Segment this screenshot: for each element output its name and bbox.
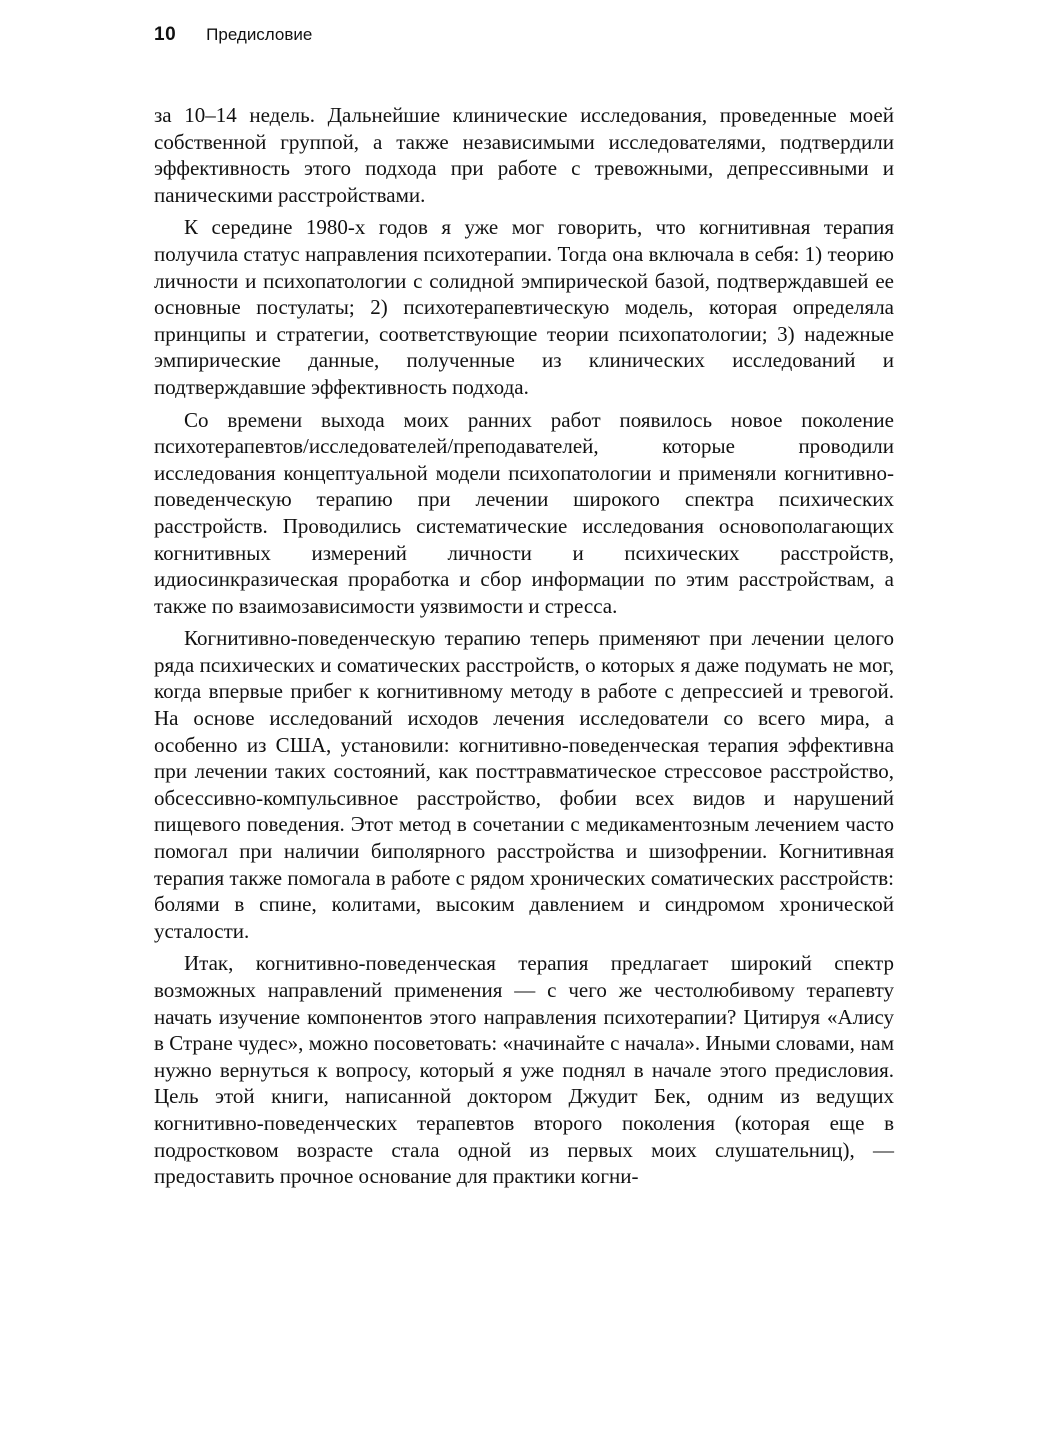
running-title: Предисловие — [206, 25, 313, 44]
paragraph-5: Итак, когнитивно-поведенческая терапия предлагает широкий спектр возможных направлений применения — с чего же честолюбивому терапевту начать изучение компонентов этого направления психотерапии? Цитируя «Алису в Стране чудес», можно посоветовать: «начинайте с начала». Иными словами, нам нужно вернуться к вопросу, который я уже поднял в начале этого предисловия. Цель этой книги, написанной доктором Джудит Бек, одним из ведущих когнитивно-поведенческих терапевтов второго поколения (которая еще в подростковом возрасте стала одной из первых моих слушательниц), — предоставить прочное основание для практики когни- — [154, 951, 894, 1189]
paragraph-3: Со времени выхода моих ранних работ появилось новое поколение психотерапевтов/исследователей/преподавателей, которые проводили исследования концептуальной модели психопатологии и применяли когнитивно-поведенческую терапию при лечении широкого спектра психических расстройств. Проводились систематические исследования основополагающих когнитивных измерений личности и психических расстройств, идиосинкразическая проработка и сбор информации по этим расстройствам, а также по взаимозависимости уязвимости и стресса. — [154, 407, 894, 618]
page-number: 10 — [154, 24, 177, 45]
page-header — [154, 24, 312, 52]
paragraph-1: за 10–14 недель. Дальнейшие клинические исследования, проведенные моей собственной группой, а также независимыми исследователями, подтвердили эффективность этого подхода при работе с тревожными, депрессивными и паническими расстройствами. — [154, 103, 894, 207]
paragraph-2: К середине 1980-х годов я уже мог говорить, что когнитивная терапия получила статус направления психотерапии. Тогда она включала в себя: 1) теорию личности и психопатологии с солидной эмпирической базой, подтверждавшей ее основные постулаты; 2) психотерапевтическую модель, которая определяла принципы и стратегии, соответствующие теории психопатологии; 3) надежные эмпирические данные, полученные из клинических исследований и подтверждавшие эффективность подхода. — [154, 215, 894, 399]
paragraph-4: Когнитивно-поведенческую терапию теперь применяют при лечении целого ряда психических и соматических расстройств, о которых я даже подумать не мог, когда впервые прибег к когнитивному методу в работе с депрессией и тревогой. На основе исследований исходов лечения исследователи со всего мира, а особенно из США, установили: когнитивно-поведенческая терапия эффективна при лечении таких состояний, как посттравматическое стрессовое расстройство, обсессивно-компульсивное расстройство, фобии всех видов и нарушений пищевого поведения. Этот метод в сочетании с медикаментозным лечением часто помогал при наличии биполярного расстройства и шизофрении. Когнитивная терапия также помогала в работе с рядом хронических соматических расстройств: болями в спине, колитами, высоким давлением и синдромом хронической усталости. — [154, 626, 894, 943]
body-text — [154, 102, 894, 1196]
